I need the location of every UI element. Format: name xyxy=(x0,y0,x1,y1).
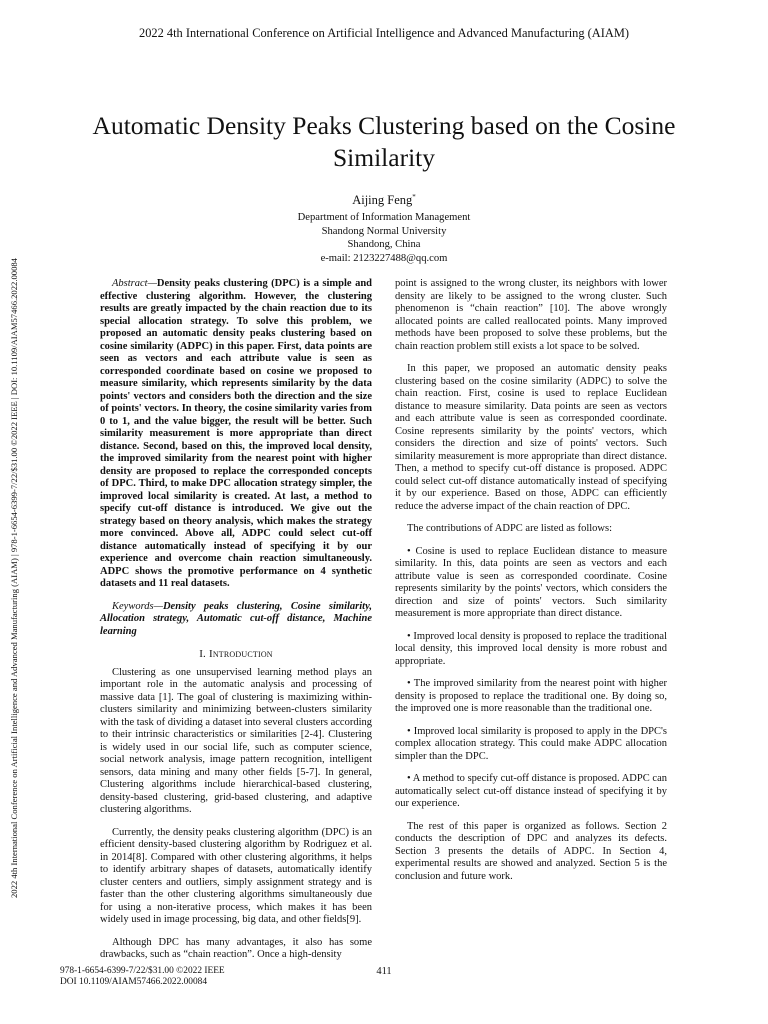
footer-doi: DOI 10.1109/AIAM57466.2022.00084 xyxy=(60,977,208,987)
affiliation-line: Shandong Normal University xyxy=(321,225,447,237)
author-mark: * xyxy=(412,193,416,201)
contribution-bullet: • The improved similarity from the nearest point with higher density is proposed to replace the traditional one. By doing so, the improved one is more reasonable than the traditional one. xyxy=(395,678,667,714)
paragraph: Currently, the density peaks clustering algorithm (DPC) is an efficient density-based clustering algorithm by Rodriguez et al. in 2014[8]. Compared with other clustering algorithms, it helps to identify arbitrary shapes of datasets, automatically identify cluster centers and outliers, simply assignment strategy and is faster than the other clustering algorithms simultaneously due for using a non-iterative process, which makes it has been widely used in image processing, big data, and other fields[9]. xyxy=(100,826,372,925)
left-column xyxy=(100,278,372,972)
page-number: 411 xyxy=(376,966,392,977)
keywords-lead: Keywords— xyxy=(112,600,163,612)
contribution-bullet: • A method to specify cut-off distance is proposed. ADPC can automatically select cut-off distance instead of specifying it by our experience. xyxy=(395,773,667,809)
author-email: e-mail: 2123227488@qq.com xyxy=(320,252,448,264)
author-name: Aijing Feng xyxy=(352,193,413,208)
paragraph: In this paper, we proposed an automatic density peaks clustering based on the cosine similarity (ADPC) to solve the chain reaction. First, cosine is used to replace Euclidean distance to measure similarity. Data points are seen as vectors and each attribute value is seen as corresponded coordinate. Cosine represents similarity by the points' vectors, which considers the direction and size of points' vectors. Such similarity measurement is more appropriate than direct distance. Then, a method to specify cut-off distance is proposed. ADPC could select cut-off distance automatically instead of specifying it by our experience. Based on those, ADPC can efficiently reduce the adverse impact of the chain reaction of DPC. xyxy=(395,363,667,512)
abstract xyxy=(100,278,372,591)
footer-isbn: 978-1-6654-6399-7/22/$31.00 ©2022 IEEE xyxy=(60,966,225,976)
conference-header: 2022 4th International Conference on Artificial Intelligence and Advanced Manufacturing (AIAM) xyxy=(139,26,629,40)
side-copyright-note: 2022 4th International Conference on Artificial Intelligence and Advanced Manufacturing (AIAM) | 978-1-6654-6399-7/22/$31.00 ©2022 IEEE | DOI: 10.1109/AIAM57466.2022.00084 xyxy=(9,258,19,898)
keywords xyxy=(100,601,372,639)
affiliation-line: Department of Information Management xyxy=(297,212,471,223)
paragraph: Clustering as one unsupervised learning method plays an important role in the automatic analysis and processing of massive data [1]. The goal of clustering is maximizing within-clusters similarity and minimizing between-clusters similarity with the task of dividing a dataset into several clusters according to their intrinsic characteristics or similarities [2-4]. Clustering is widely used in our social life, such as computer science, social network analysis, image pattern recognition, intelligent sensors, data mining and many other fields [5-7]. In general, Clustering algorithms include hierarchical-based clustering, density-based clustering, grid-based clustering, and adaptive clustering algorithms. xyxy=(100,666,372,815)
paragraph: point is assigned to the wrong cluster, its neighbors with lower density are likely to be assigned to the wrong cluster. Such phenomenon is “chain reaction” [10]. The above wrongly allocated points are called reallocated points. Many improved methods have been proposed to solve these problems, but the chain reaction problem still exists a lot space to be solved. xyxy=(395,278,667,352)
contribution-bullet: • Improved local density is proposed to replace the traditional local density, this improved local density is more robust and appropriate. xyxy=(395,630,667,667)
paragraph: Although DPC has many advantages, it also has some drawbacks, such as “chain reaction”. Once a high-density xyxy=(100,936,372,960)
section-title: Introduction xyxy=(208,648,273,660)
paper-title: Automatic Density Peaks Clustering based on the Cosine Similarity xyxy=(92,111,676,172)
contribution-bullet: • Improved local similarity is proposed to apply in the DPC's complex allocation strategy. This could make ADPC allocation simpler than the DPC. xyxy=(395,725,667,762)
section-number: I. xyxy=(199,648,209,660)
author-line xyxy=(0,193,768,208)
author-affiliation xyxy=(0,211,768,265)
paragraph: The rest of this paper is organized as follows. Section 2 conducts the description of DPC and analyzes its defects. Section 3 presents the details of ADPC. In Section 4, experimental results are showed and analyzed. Section 5 is the conclusion and future work. xyxy=(395,820,667,882)
right-column xyxy=(395,278,667,893)
abstract-text: Density peaks clustering (DPC) is a simple and effective clustering algorithm. However, the clustering results are greatly impacted by the chain reaction due to its special allocation strategy. To solve this problem, we proposed an automatic density peaks clustering based on cosine similarity (ADPC) in this paper. First, data points are seen as vectors and each attribute value is seen as corresponded coordinate based on cosine we proposed to measure similarity, which represents similarity by the data points' vectors and considers both the direction and the size of points' vectors. In theory, the cosine similarity varies from 0 to 1, and the value bigger, the result will be better. Such similarity measurement is more appropriate than direct distance. Second, based on this, the improved local density, the improved similarity from the nearest point with higher density are proposed to replace the corresponded concepts of DPC. Third, to make DPC allocation strategy simpler, the improved local similarity is created. At last, a method to specify cut-off distance is introduced. We give out the strategy based on theory analysis, which makes the strategy more convinced. Above all, ADPC could select cut-off distance automatically instead of specifying it by our experience and overcome chain reaction simultaneously. ADPC shows the promotive performance on 4 synthetic datasets and 11 real datasets. xyxy=(100,278,372,589)
keywords-text: Density peaks clustering, Cosine similarity, Allocation strategy, Automatic cut-off distance, Machine learning xyxy=(100,600,372,637)
abstract-lead: Abstract— xyxy=(112,278,157,289)
paragraph: The contributions of ADPC are listed as follows: xyxy=(407,523,613,534)
contribution-bullet: • Cosine is used to replace Euclidean distance to measure similarity. In this, data points are seen as vectors and each attribute value is seen as corresponded coordinate. Cosine represents similarity by the points' vectors, which considers the direction and size of points' vectors. Such similarity measurement is more appropriate than direct distance. xyxy=(395,545,667,619)
affiliation-line: Shandong, China xyxy=(347,239,421,251)
section-heading-introduction xyxy=(100,648,372,661)
